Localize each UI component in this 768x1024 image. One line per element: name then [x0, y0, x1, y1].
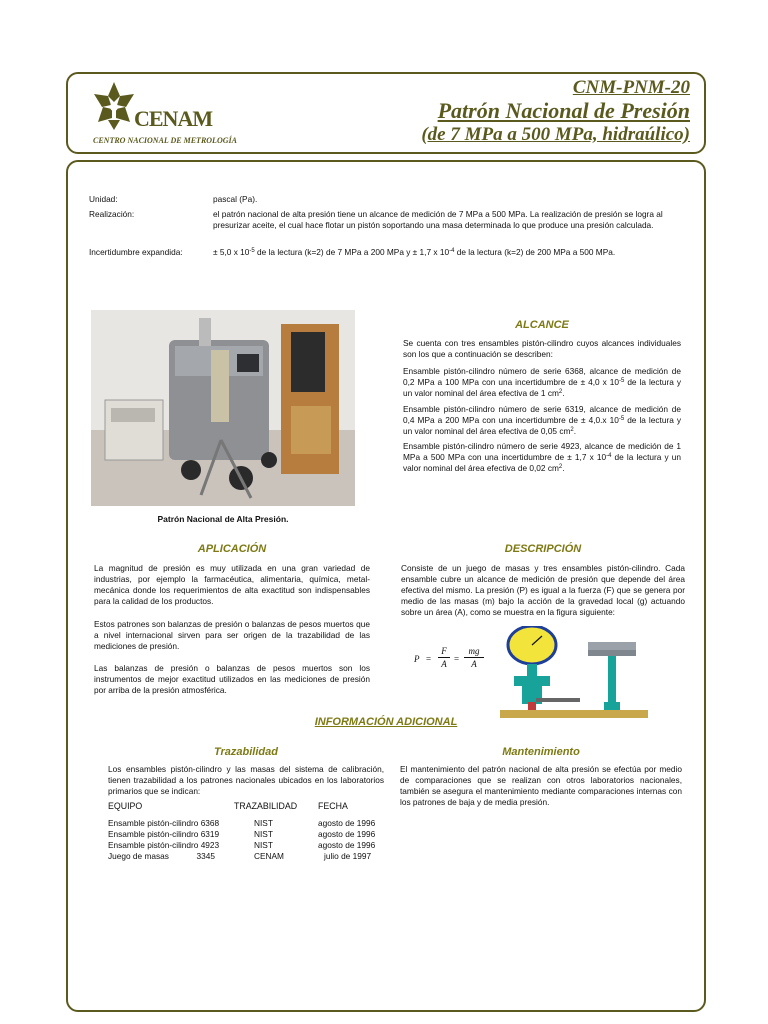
- realizacion-label: Realización:: [89, 209, 135, 219]
- aplicacion-title: APLICACIÓN: [197, 543, 267, 555]
- mantenimiento-p1: El mantenimiento del patrón nacional de alta presión se efectúa por medio de comparaciones que se realizan con otros laboratorios nacionales, también se asegura el mantenimiento mediante comparaciones internas con los patrones de baja y de media presión.: [400, 764, 682, 807]
- table-cell: Ensamble pistón-cilindro 4923: [108, 840, 220, 850]
- info-adicional-title: INFORMACIÓN ADICIONAL: [314, 716, 458, 728]
- incertidumbre-label: Incertidumbre expandida:: [89, 247, 183, 257]
- table-cell: NIST: [254, 829, 273, 839]
- logo-text: CENAM: [134, 106, 213, 131]
- apparatus-photo: [91, 310, 355, 506]
- alcance-title: ALCANCE: [515, 319, 569, 331]
- table-cell: Ensamble pistón-cilindro 6368: [108, 818, 220, 828]
- table-cell: CENAM: [254, 851, 284, 861]
- pressure-formula: P = F A = mg A: [414, 646, 496, 676]
- table-cell: Juego de masas 3345: [108, 851, 216, 861]
- aplicacion-p2: Estos patrones son balanzas de presión o balanzas de pesos muertos que a nivel internacional sirven para ser origen de la trazabilidad de las mediciones de presión.: [94, 619, 370, 651]
- org-name: CENTRO NACIONAL DE METROLOGÍA: [93, 136, 237, 145]
- trazabilidad-header-trazabilidad: TRAZABILIDAD: [234, 801, 298, 811]
- descripcion-title: DESCRIPCIÓN: [504, 543, 582, 555]
- aplicacion-p3: Las balanzas de presión o balanzas de pesos muertos son los instrumentos de mejor exactitud utilizados en las mediciones de presión por arriba de la presión atmosférica.: [94, 663, 370, 695]
- alcance-ensamble-1: Ensamble pistón-cilindro número de serie 6368, alcance de medición de 0,2 MPa a 100 MPa con una incertidumbre de ± 4,0 x $10^{-5}$ de la lectura y un valor nominal del área efectiva de 1 $cm^2$.: [403, 366, 681, 398]
- alcance-ensamble-2: Ensamble pistón-cilindro número de serie 6319, alcance de medición de 0,4 MPa a 200 MPa con una incertidumbre de ± 4,0.x $10^{-5}$ de la lectura y un valor nominal del área efectiva de 0,05 $cm^2$.: [403, 404, 681, 436]
- aplicacion-p1: La magnitud de presión es muy utilizada en una gran variedad de industrias, por ejemplo la farmacéutica, alimentaria, química, metal-mecánica donde los requerimientos de alta exactitud son indispensables para la calidad de los productos.: [94, 563, 370, 606]
- trazabilidad-header-fecha: FECHA: [318, 801, 348, 811]
- incertidumbre-value: ± 5,0 x $10^{-5}$ de la lectura (k=2) de 7 MPa a 200 MPa y ± 1,7 x $10^{-4}$ de la lectura (k=2) de 200 MPa a 500 MPa.: [213, 247, 616, 257]
- photo-caption: Patrón Nacional de Alta Presión.: [157, 514, 289, 524]
- mantenimiento-title: Mantenimiento: [502, 746, 580, 758]
- page-subtitle: (de 7 MPa a 500 MPa, hidraúlico): [421, 124, 690, 145]
- table-cell: agosto de 1996: [318, 840, 376, 850]
- page-title: Patrón Nacional de Presión: [437, 98, 690, 123]
- cenam-logo-icon: [90, 80, 138, 132]
- unidad-label: Unidad:: [89, 194, 118, 204]
- trazabilidad-header-equipo: EQUIPO: [108, 801, 143, 811]
- doc-code: CNM-PNM-20: [572, 77, 690, 98]
- table-cell: agosto de 1996: [318, 829, 376, 839]
- alcance-ensamble-3: Ensamble pistón-cilindro número de serie 4923, alcance de medición de 1 MPa a 500 MPa con una incertidumbre de ± 1,7 x $10^{-4}$ de la lectura y un valor nominal del área efectiva de 0,02 $cm^2$.: [403, 441, 681, 473]
- descripcion-p1: Consiste de un juego de masas y tres ensambles pistón-cilindro. Cada ensamble cubre un alcance de medición de presión que depende del área efectiva del mismo. La presión (P) es igual a la fuerza (F) que se genera por medio de las masas (m) bajo la acción de la gravedad local (g) actuando sobre un área (A), como se muestra en la figura siguiente:: [401, 563, 685, 617]
- table-cell: Ensamble pistón-cilindro 6319: [108, 829, 220, 839]
- realizacion-value: el patrón nacional de alta presión tiene un alcance de medición de 7 MPa a 500 MPa. La realización de presión se logra al presurizar aceite, el cual hace flotar un pistón soportando una masa determinada lo que produce una presión calculada.: [213, 209, 663, 230]
- alcance-intro: Se cuenta con tres ensambles pistón-cilindro cuyos alcances individuales son los que a continuación se describen:: [403, 338, 681, 359]
- table-cell: agosto de 1996: [318, 818, 376, 828]
- table-cell: NIST: [254, 840, 273, 850]
- trazabilidad-intro: Los ensambles pistón-cilindro y las masas del sistema de calibración, tienen trazabilidad a los patrones nacionales ubicados en los laboratorios primarios que se indican:: [108, 764, 384, 796]
- trazabilidad-title: Trazabilidad: [214, 746, 278, 758]
- table-cell: NIST: [254, 818, 273, 828]
- pressure-balance-diagram: [500, 626, 648, 722]
- table-cell: julio de 1997: [324, 851, 372, 861]
- unidad-value: pascal (Pa).: [213, 194, 258, 204]
